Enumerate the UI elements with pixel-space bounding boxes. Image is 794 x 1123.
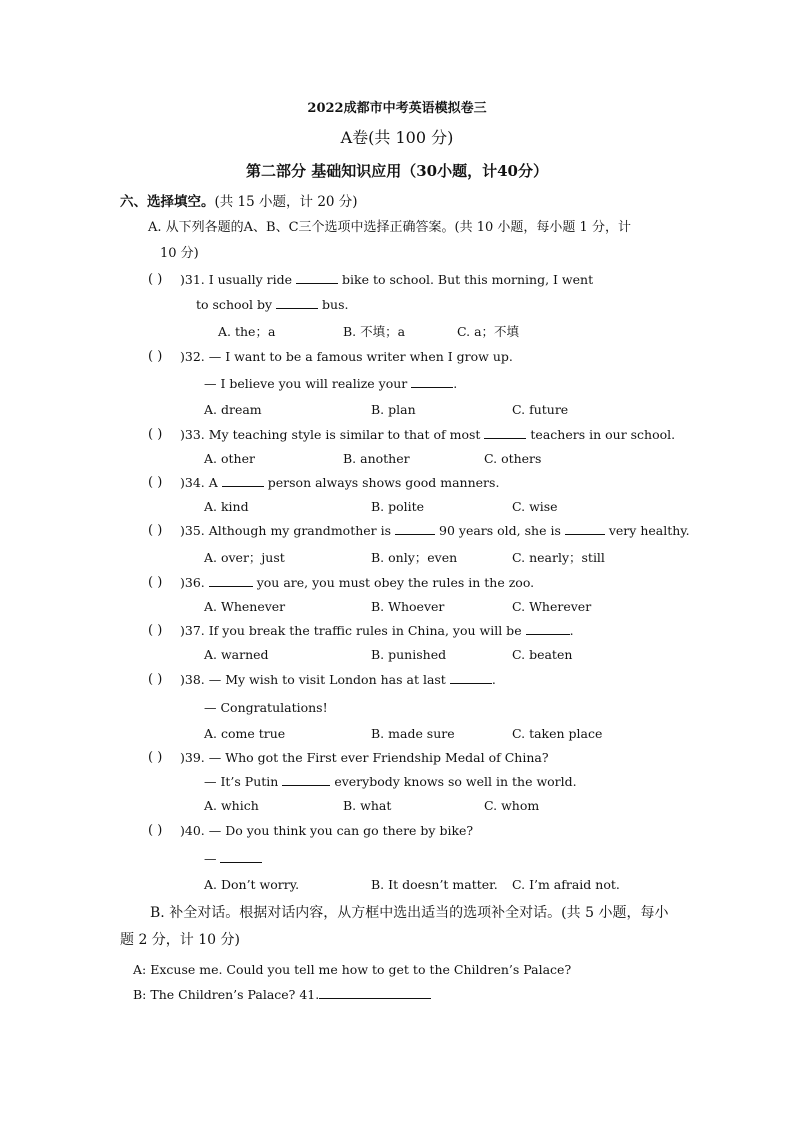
q34-option-b[interactable]: B. polite [371, 499, 425, 514]
section-heading [120, 190, 358, 210]
q32-blank[interactable] [411, 376, 453, 388]
q31-part1: 31. I usually ride [184, 272, 293, 287]
q34-option-a[interactable]: A. kind [204, 499, 249, 514]
question-40-reply [204, 851, 262, 866]
q41-blank[interactable] [319, 987, 431, 999]
q35-part2: 90 years old, she is [439, 523, 561, 538]
question-32-stem: )32. — I want to be a famous writer when I grow up. [180, 349, 513, 364]
q31-part2: bike to school. But this morning, I went [342, 272, 594, 287]
q39-question: 39. — Who got the First ever Friendship Medal of China? [184, 750, 549, 765]
part-a-instruction [148, 215, 688, 267]
q40-blank[interactable] [220, 851, 262, 863]
question-38-stem: )38. — My wish to visit London has at last . [180, 672, 496, 687]
q35-blank2[interactable] [565, 523, 605, 535]
q31-part3: to school by [196, 297, 273, 312]
q33-blank[interactable] [484, 427, 526, 439]
q34-part2: person always shows good manners. [267, 475, 500, 490]
q38-reply: — Congratulations! [204, 700, 328, 715]
question-31-stem: )31. I usually ride bike to school. But this morning, I went [180, 272, 594, 287]
answer-paren[interactable]: ( ) [148, 623, 163, 638]
question-39-reply [204, 774, 577, 789]
q40-option-b[interactable]: B. It doesn’t matter. [371, 877, 498, 892]
q32-option-a[interactable]: A. dream [204, 402, 262, 417]
q34-option-c[interactable]: C. wise [512, 499, 558, 514]
q39-reply-part2: everybody knows so well in the world. [334, 774, 577, 789]
q34-blank[interactable] [222, 475, 264, 487]
q37-option-b[interactable]: B. punished [371, 647, 447, 662]
q37-part1: 37. If you break the traffic rules in China, you will be [184, 623, 522, 638]
question-32-reply: — I believe you will realize your . [204, 376, 458, 391]
q35-option-b[interactable]: B. only；even [371, 550, 458, 565]
q35-option-a[interactable]: A. over；just [204, 550, 285, 565]
q37-option-c[interactable]: C. beaten [512, 647, 573, 662]
dialogue-b-text: B: The Children’s Palace? 41. [133, 987, 320, 1002]
answer-paren[interactable]: ( ) [148, 475, 163, 490]
q32-question: 32. — I want to be a famous writer when I grow up. [184, 349, 513, 364]
paper-title: A卷(共 100 分) [340, 128, 454, 147]
q33-option-c[interactable]: C. others [484, 451, 542, 466]
q36-part2: you are, you must obey the rules in the zoo. [256, 575, 535, 590]
exam-title: 2022成都市中考英语模拟卷三 [307, 101, 487, 116]
q36-option-c[interactable]: C. Wherever [512, 599, 592, 614]
question-39-stem: )39. — Who got the First ever Friendship Medal of China? [180, 750, 549, 765]
q32-option-c[interactable]: C. future [512, 402, 569, 417]
q38-option-b[interactable]: B. made sure [371, 726, 455, 741]
q34-part1: 34. A [184, 475, 218, 490]
q35-part1: 35. Although my grandmother is [184, 523, 392, 538]
part-a-line2: 10 分) [160, 246, 199, 261]
part-title: 第二部分 基础知识应用（30小题，计40分） [246, 162, 548, 180]
question-37-stem: )37. If you break the traffic rules in China, you will be . [180, 623, 574, 638]
q32-reply-text: — I believe you will realize your [204, 376, 408, 391]
q40-question: 40. — Do you think you can go there by bike? [184, 823, 474, 838]
answer-paren[interactable]: ( ) [148, 427, 163, 442]
question-36-stem: )36. you are, you must obey the rules in the zoo. [180, 575, 535, 590]
q40-option-c[interactable]: C. I’m afraid not. [512, 877, 620, 892]
question-33-stem: )33. My teaching style is similar to that of most teachers in our school. [180, 427, 676, 442]
q39-option-b[interactable]: B. what [343, 798, 392, 813]
q31-blank1[interactable] [296, 272, 338, 284]
answer-paren[interactable]: ( ) [148, 823, 163, 838]
answer-paren[interactable]: ( ) [148, 349, 163, 364]
q33-option-b[interactable]: B. another [343, 451, 410, 466]
q36-option-a[interactable]: A. Whenever [204, 599, 286, 614]
section-label: 六、选择填空。 [120, 194, 215, 210]
q31-option-a[interactable]: A. the；a [218, 324, 276, 339]
q39-option-c[interactable]: C. whom [484, 798, 540, 813]
q36-blank[interactable] [209, 575, 253, 587]
q31-blank2[interactable] [276, 297, 318, 309]
question-35-stem: )35. Although my grandmother is 90 years old, she is very healthy. [180, 523, 690, 538]
answer-paren[interactable]: ( ) [148, 750, 163, 765]
q35-blank1[interactable] [395, 523, 435, 535]
q33-part1: 33. My teaching style is similar to that of most [184, 427, 481, 442]
q33-part2: teachers in our school. [530, 427, 676, 442]
q37-blank[interactable] [526, 623, 570, 635]
question-34-stem: )34. A person always shows good manners. [180, 475, 500, 490]
q38-option-a[interactable]: A. come true [204, 726, 286, 741]
q39-blank[interactable] [282, 774, 330, 786]
q40-dash: — [204, 851, 217, 866]
q31-part4: bus. [322, 297, 349, 312]
q31-option-b[interactable]: B. 不填；a [343, 324, 406, 339]
q32-option-b[interactable]: B. plan [371, 402, 416, 417]
answer-paren[interactable]: ( ) [148, 272, 163, 287]
dialogue-line-b [133, 987, 431, 1002]
q33-option-a[interactable]: A. other [204, 451, 255, 466]
q38-option-c[interactable]: C. taken place [512, 726, 603, 741]
q38-part1: 38. — My wish to visit London has at last [184, 672, 446, 687]
q36-option-b[interactable]: B. Whoever [371, 599, 445, 614]
question-40-stem: )40. — Do you think you can go there by bike? [180, 823, 474, 838]
answer-paren[interactable]: ( ) [148, 523, 163, 538]
q39-option-a[interactable]: A. which [204, 798, 259, 813]
dialogue-line-a: A: Excuse me. Could you tell me how to get to the Children’s Palace? [133, 962, 572, 977]
question-31-line2 [196, 297, 349, 312]
q37-option-a[interactable]: A. warned [204, 647, 269, 662]
q35-part3: very healthy. [608, 523, 690, 538]
answer-paren[interactable]: ( ) [148, 672, 163, 687]
part-a-line1: A. 从下列各题的A、B、C三个选项中选择正确答案。(共 10 小题，每小题 1 分，计 [148, 220, 631, 235]
part-b-instruction: B. 补全对话。根据对话内容，从方框中选出适当的选项补全对话。(共 5 小题，每小题 2 分，计 10 分) [120, 905, 669, 948]
q39-reply-part1: — It’s Putin [204, 774, 279, 789]
q31-option-c[interactable]: C. a；不填 [457, 324, 520, 339]
q38-blank[interactable] [450, 672, 492, 684]
q40-option-a[interactable]: A. Don’t worry. [204, 877, 300, 892]
answer-paren[interactable]: ( ) [148, 575, 163, 590]
section-note: (共 15 小题，计 20 分) [214, 194, 358, 210]
q35-option-c[interactable]: C. nearly；still [512, 550, 605, 565]
